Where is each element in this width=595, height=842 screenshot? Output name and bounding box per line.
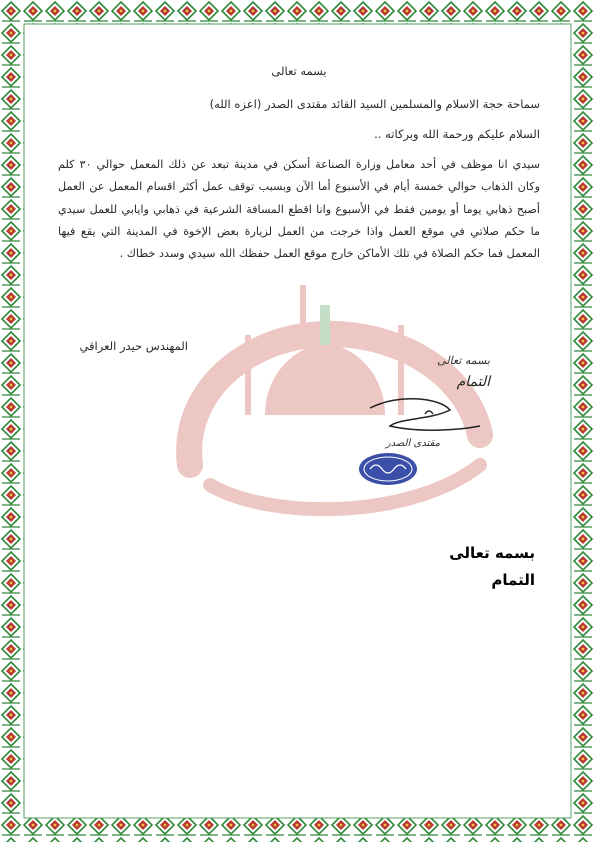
letter-greeting: السلام عليكم ورحمة الله وبركاته ..	[374, 127, 540, 141]
typed-reply	[360, 540, 535, 594]
handwritten-reply	[330, 348, 500, 508]
letter-sender: المهندس حيدر العراقي	[79, 339, 188, 353]
letter-question-text: سيدي انا موظف في أحد معامل وزارة الصناعة أسكن في مدينة تبعد عن ذلك المعمل حوالي ٣٠ كلم وكان الذهاب حوالي خمسة أيام في الأسبوع أما الآن وبسبب توقف عمل أكثر اقسام المعمل عن العمل أصبح ذهابي يوما أو يومين فقط في الأسبوع وانا اقطع المسافة الشرعية في ذهابي وايابي للعمل سيدي ما حكم صلاتي في موقع العمل واذا خرجت من العمل لزيارة بعض الإخوة في المدينة التي يقع فيها المعمل فما حكم الصلاة في تلك الأماكن خارج موقع العمل حفظك الله سيدي وسدد خطاك .	[58, 158, 540, 261]
typed-reply-answer: التمام	[491, 571, 535, 589]
official-seal-icon	[359, 453, 417, 485]
letter-addressee: سماحة حجة الاسلام والمسلمين السيد القائد مقتدى الصدر (اعزه الله)	[209, 97, 540, 111]
signature-name: مقتدى الصدر	[385, 438, 440, 449]
handwritten-answer: التمام	[456, 374, 490, 390]
letter-basmala: بسمه تعالى	[271, 64, 327, 78]
typed-reply-basmala: بسمه تعالى	[449, 544, 535, 562]
letter-body-area	[58, 58, 540, 265]
signature-stroke	[370, 399, 480, 430]
handwritten-basmala: بسمه تعالى	[437, 354, 490, 367]
